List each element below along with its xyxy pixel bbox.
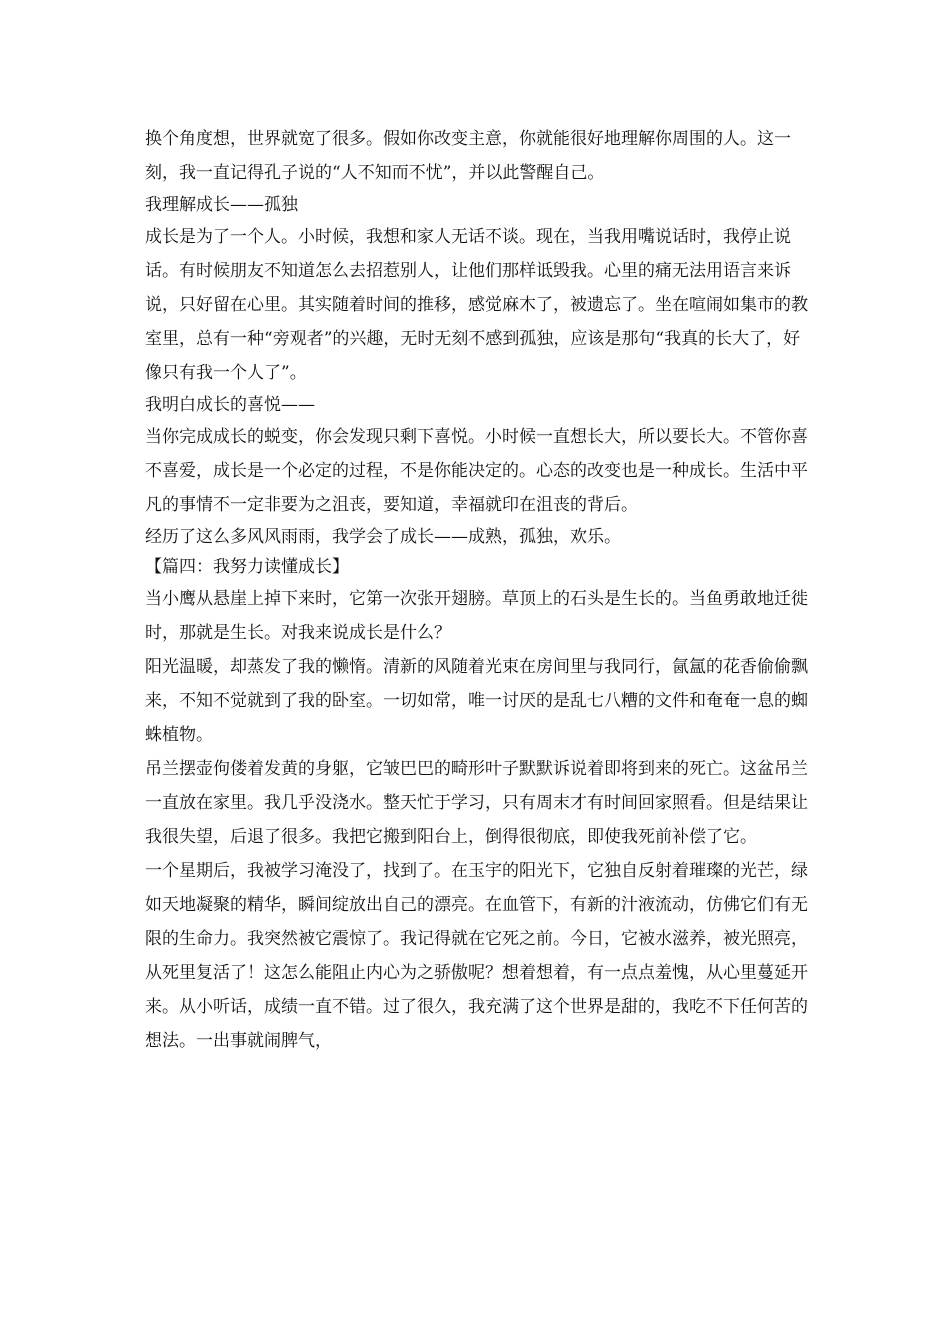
- chapter-title: 【篇四：我努力读懂成长】: [145, 557, 349, 577]
- section-heading: 我理解成长——孤独: [145, 195, 298, 215]
- paragraph: 吊兰摆壶佝偻着发黄的身躯，它皱巴巴的畸形叶子默默诉说着即将到来的死亡。这盆吊兰一直放在家里。我几乎没浇水。整天忙于学习，只有周末才有时间回家照看。但是结果让我很失望，后退了很多。我把它搬到阳台上，倒得很彻底，即使我死前补偿了它。: [145, 759, 808, 847]
- paragraph: 一个星期后，我被学习淹没了，找到了。在玉宇的阳光下，它独自反射着璀璨的光芒，绿如天地凝聚的精华，瞬间绽放出自己的漂亮。在血管下，有新的汁液流动，仿佛它们有无限的生命力。我突然被它震惊了。我记得就在它死之前。今日，它被水滋养，被光照亮，从死里复活了！这怎么能阻止内心为之骄傲呢？想着想着，有一点点羞愧，从心里蔓延开来。从小听话，成绩一直不错。过了很久，我充满了这个世界是甜的，我吃不下任何苦的想法。一出事就闹脾气，: [145, 861, 808, 1051]
- paragraph: 换个角度想，世界就宽了很多。假如你改变主意，你就能很好地理解你周围的人。这一刻，我一直记得孔子说的“人不知而不忧”，并以此警醒自己。: [145, 129, 791, 183]
- paragraph: 阳光温暖，却蒸发了我的懒惰。清新的风随着光束在房间里与我同行，氤氲的花香偷偷飘来，不知不觉就到了我的卧室。一切如常，唯一讨厌的是乱七八糟的文件和奄奄一息的蜘蛛植物。: [145, 657, 808, 745]
- document-body: [145, 122, 815, 1058]
- paragraph: 当你完成成长的蜕变，你会发现只剩下喜悦。小时候一直想长大，所以要长大。不管你喜不喜爱，成长是一个必定的过程，不是你能决定的。心态的改变也是一种成长。生活中平凡的事情不一定非要为之沮丧，要知道，幸福就印在沮丧的背后。: [145, 427, 808, 515]
- section-heading: 我明白成长的喜悦——: [145, 395, 315, 415]
- paragraph: 当小鹰从悬崖上掉下来时，它第一次张开翅膀。草顶上的石头是生长的。当鱼勇敢地迁徙时，那就是生长。对我来说成长是什么？: [145, 589, 808, 643]
- summary-line: 经历了这么多风风雨雨，我学会了成长——成熟，孤独，欢乐。: [145, 527, 621, 547]
- paragraph: 成长是为了一个人。小时候，我想和家人无话不谈。现在，当我用嘴说话时，我停止说话。有时候朋友不知道怎么去招惹别人，让他们那样诋毁我。心里的痛无法用语言来诉说，只好留在心里。其实随着时间的推移，感觉麻木了，被遗忘了。坐在喧闹如集市的教室里，总有一种“旁观者”的兴趣，无时无刻不感到孤独，应该是那句“我真的长大了，好像只有我一个人了”。: [145, 227, 808, 383]
